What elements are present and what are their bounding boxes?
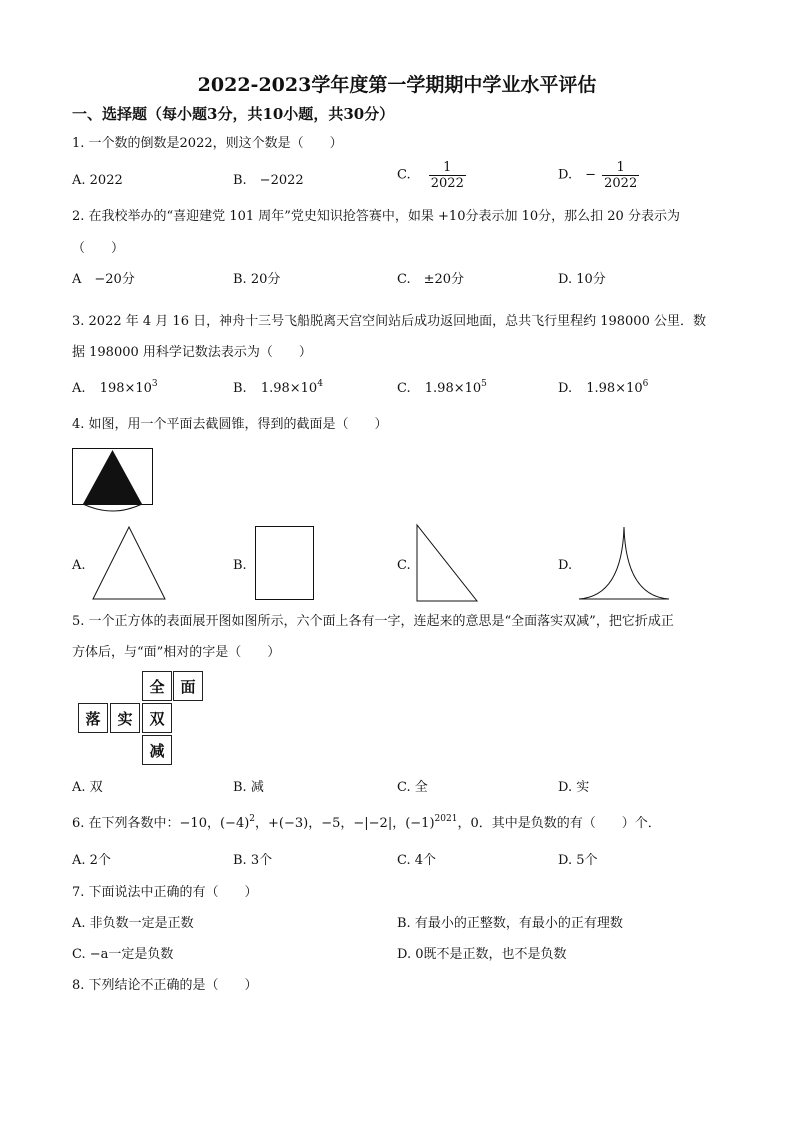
q4-option-d-label: D. — [558, 558, 573, 573]
q3-option-b — [233, 381, 323, 397]
q1-option-c-fraction — [429, 160, 466, 191]
question-5-stem-line1: 5. 一个正方体的表面展开图如图所示，六个面上各有一字，连起来的意思是“全面落实双减”，把它折成正 — [72, 614, 674, 629]
q3-option-a-value: 198×10 — [99, 381, 152, 396]
q3-option-d-exponent: 6 — [642, 379, 649, 389]
right-triangle-shape — [416, 524, 478, 602]
cube-net-cell: 全 — [142, 671, 172, 701]
q3-option-c-value: 1.98×10 — [424, 381, 482, 396]
q6-power-base: (−1) — [405, 816, 435, 831]
q5-option-c: C. 全 — [397, 780, 428, 795]
q2-option-d: D. 10分 — [558, 272, 606, 287]
q1-option-a: A. 2022 — [72, 173, 123, 188]
q6-option-d: D. 5个 — [558, 853, 598, 868]
q3-option-a-exponent: 3 — [151, 379, 158, 389]
section-heading: 一、选择题（每小题3分，共10小题，共30分） — [72, 105, 395, 123]
question-7-stem: 7. 下面说法中正确的有（ ） — [72, 885, 258, 900]
q1-option-d-label: D. − — [558, 167, 596, 183]
question-4-stem: 4. 如图，用一个平面去截圆锥，得到的截面是（ ） — [72, 417, 388, 432]
cube-net-cell: 实 — [110, 703, 140, 733]
q3-option-d-label: D. — [558, 381, 573, 396]
fraction-denominator: 2022 — [430, 176, 464, 191]
q3-option-b-value: 1.98×10 — [260, 381, 318, 396]
question-6-stem — [72, 816, 661, 832]
question-1-stem: 1. 一个数的倒数是2022，则这个数是（ ） — [72, 136, 343, 151]
q6-part: ，0．其中是负数的有（ ）个． — [457, 816, 661, 831]
cube-net-cell: 双 — [142, 703, 172, 733]
q6-option-c: C. 4个 — [397, 853, 437, 868]
q2-option-b: B. 20分 — [233, 272, 281, 287]
cube-net-cell: 面 — [173, 671, 203, 701]
cone-section-figure — [72, 448, 154, 516]
q6-power-exponent: 2021 — [434, 814, 458, 824]
q2-option-c: C. ±20分 — [397, 272, 465, 287]
q3-option-d-value: 1.98×10 — [586, 381, 643, 396]
q3-option-c — [397, 381, 487, 397]
q6-part: ，+(−3)，−5，−|−2|， — [255, 816, 406, 831]
q3-option-b-label: B. — [233, 381, 247, 396]
q5-option-a: A. 双 — [72, 780, 103, 795]
rectangle-shape — [255, 526, 315, 601]
fraction-numerator: 1 — [616, 160, 625, 175]
q7-option-c: C. −a一定是负数 — [72, 947, 174, 962]
q1-option-c-label: C. — [397, 167, 411, 183]
page-title: 2022-2023学年度第一学期期中学业水平评估 — [197, 74, 597, 96]
q1-option-c — [397, 160, 466, 191]
question-5-stem-line2: 方体后，与“面”相对的字是（ ） — [72, 645, 281, 660]
q3-option-a — [72, 381, 158, 397]
q1-option-d — [558, 160, 639, 191]
q7-option-b: B. 有最小的正整数，有最小的正有理数 — [397, 916, 623, 931]
q5-option-d: D. 实 — [558, 780, 590, 795]
cube-net — [78, 671, 208, 771]
q7-option-d: D. 0既不是正数，也不是负数 — [397, 947, 567, 962]
q3-option-b-exponent: 4 — [317, 379, 323, 389]
q6-power-exponent: 2 — [249, 814, 256, 824]
q5-option-b: B. 减 — [233, 780, 264, 795]
q3-option-c-label: C. — [397, 381, 411, 396]
q1-option-d-fraction — [602, 160, 639, 191]
fraction-numerator: 1 — [443, 160, 452, 175]
q6-option-a: A. 2个 — [72, 853, 111, 868]
fraction-denominator: 2022 — [604, 176, 638, 191]
q7-option-a: A. 非负数一定是正数 — [72, 916, 194, 931]
question-3-stem-line1: 3. 2022 年 4 月 16 日，神舟十三号飞船脱离天宫空间站后成功返回地面，总共飞行里程约 198000 公里．数 — [72, 314, 706, 329]
question-2-stem-line1: 2. 在我校举办的“喜迎建党 101 周年”党史知识抢答赛中，如果 +10分表示加 10分，那么扣 20 分表示为 — [72, 209, 680, 224]
cube-net-cell: 减 — [142, 735, 172, 765]
q3-option-d — [558, 381, 648, 397]
q3-option-c-exponent: 5 — [481, 379, 487, 389]
q2-option-a: A −20分 — [72, 272, 135, 287]
q6-power-base: (−4) — [219, 816, 250, 831]
q4-option-c-label: C. — [397, 558, 411, 573]
q3-option-a-label: A. — [72, 381, 86, 396]
question-3-stem-line2: 据 198000 用科学记数法表示为（ ） — [72, 345, 312, 360]
curved-triangle-shape — [578, 526, 670, 600]
question-8-stem: 8. 下列结论不正确的是（ ） — [72, 978, 258, 993]
q6-part: 6. 在下列各数中：−10， — [72, 816, 220, 831]
q4-option-a-label: A. — [72, 558, 86, 573]
q4-option-b-label: B. — [233, 558, 247, 573]
q6-option-b: B. 3个 — [233, 853, 273, 868]
triangle-shape — [92, 526, 166, 600]
q1-option-b: B. −2022 — [233, 173, 304, 188]
question-2-stem-line2: （ ） — [72, 241, 125, 256]
cube-net-cell: 落 — [78, 703, 108, 733]
